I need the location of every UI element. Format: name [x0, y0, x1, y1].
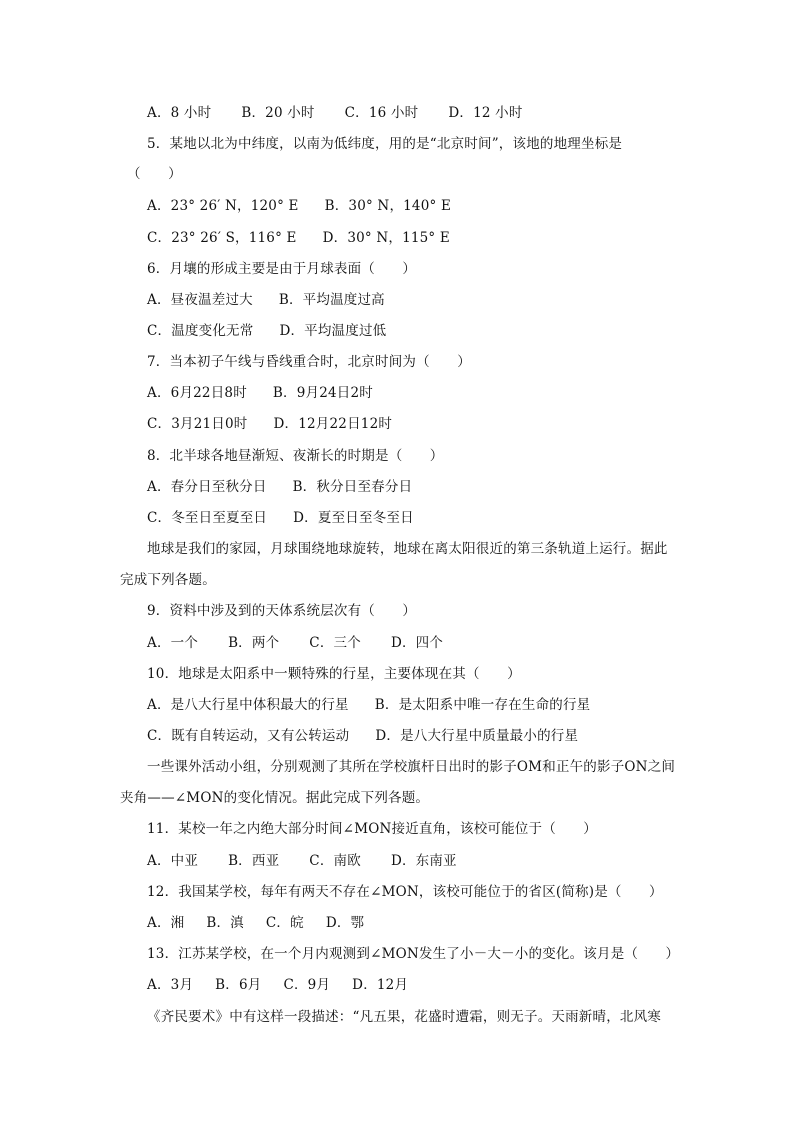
q13-option-a: A．3月: [147, 977, 194, 993]
q5-options-row1: [147, 196, 451, 216]
q7-option-a: A．6月22日8时: [147, 385, 247, 401]
q9-option-a: A．一个: [147, 635, 199, 651]
q12-option-a: A．湘: [147, 915, 185, 931]
passage2-line1: 一些课外活动小组，分别观测了其所在学校旗杆日出时的影子OM和正午的影子ON之间: [147, 759, 676, 775]
q5-option-c: C．23° 26′ S，116° E: [147, 230, 297, 246]
q13-stem: 13．江苏某学校，在一个月内观测到∠MON发生了小－大－小的变化。该月是（ ）: [147, 946, 680, 962]
q9-stem: 9．资料中涉及到的天体系统层次有（ ）: [147, 603, 417, 619]
passage1-line1: 地球是我们的家园，月球围绕地球旋转，地球在离太阳很近的第三条轨道上运行。据此: [147, 541, 668, 557]
q5-option-a: A．23° 26′ N，120° E: [147, 198, 299, 214]
q5-paren: （ ）: [127, 166, 182, 182]
q5-options-row2: [147, 228, 450, 248]
q8-option-b: B．秋分日至春分日: [292, 479, 413, 495]
passage3-line1: 《齐民要术》中有这样一段描述：“凡五果，花盛时遭霜，则无子。天雨新晴，北风寒: [147, 1009, 662, 1025]
q8-stem: 8．北半球各地昼渐短、夜渐长的时期是（ ）: [147, 448, 444, 464]
passage2-line2: 夹角——∠MON的变化情况。据此完成下列各题。: [120, 790, 430, 806]
q4-option-c: C．16 小时: [344, 105, 419, 121]
q7-option-c: C．3月21日0时: [147, 416, 248, 432]
q10-option-c: C．既有自转运动，又有公转运动: [147, 728, 350, 744]
q6-option-b: B．平均温度过高: [278, 292, 385, 308]
q8-option-c: C．冬至日至夏至日: [147, 510, 268, 526]
q10-option-a: A．是八大行星中体积最大的行星: [147, 697, 349, 713]
q12-option-b: B．滇: [206, 915, 244, 931]
q13-option-c: C．9月: [283, 977, 331, 993]
q6-option-a: A．昼夜温差过大: [147, 292, 253, 308]
q6-option-c: C．温度变化无常: [147, 323, 254, 339]
q6-option-d: D．平均温度过低: [279, 323, 387, 339]
passage1-line2: 完成下列各题。: [120, 572, 216, 588]
q7-option-d: D．12月22日12时: [273, 416, 393, 432]
q12-option-d: D．鄂: [325, 915, 365, 931]
q11-option-b: B．西亚: [228, 853, 280, 869]
q9-option-d: D．四个: [390, 635, 444, 651]
q8-option-a: A．春分日至秋分日: [147, 479, 267, 495]
q12-stem: 12．我国某学校，每年有两天不存在∠MON，该校可能位于的省区(简称)是（ ）: [147, 884, 663, 900]
q4-option-a: A．8 小时: [147, 105, 212, 121]
q11-options: [147, 851, 457, 871]
q6-options-row2: [147, 321, 386, 341]
q10-option-b: B．是太阳系中唯一存在生命的行星: [374, 697, 591, 713]
q6-options-row1: [147, 290, 385, 310]
q7-stem: 7．当本初子午线与昏线重合时，北京时间为（ ）: [147, 354, 471, 370]
q5-stem: 5．某地以北为中纬度，以南为低纬度，用的是“北京时间”，该地的地理坐标是: [147, 136, 623, 152]
q5-option-b: B．30° N，140° E: [324, 198, 452, 214]
q12-options: [147, 913, 364, 933]
q10-stem: 10．地球是太阳系中一颗特殊的行星，主要体现在其（ ）: [147, 666, 521, 682]
q8-options-row2: [147, 508, 414, 528]
q11-option-a: A．中亚: [147, 853, 199, 869]
q4-option-d: D．12 小时: [448, 105, 523, 121]
q7-option-b: B．9月24日2时: [272, 385, 373, 401]
q7-options-row1: [147, 383, 373, 403]
q13-option-b: B．6月: [215, 977, 262, 993]
q4-options: [147, 103, 523, 123]
q11-option-d: D．东南亚: [390, 853, 457, 869]
q9-option-b: B．两个: [228, 635, 280, 651]
q13-option-d: D．12月: [352, 977, 409, 993]
q8-option-d: D．夏至日至冬至日: [293, 510, 414, 526]
q11-stem: 11．某校一年之内绝大部分时间∠MON接近直角，该校可能位于（ ）: [147, 821, 597, 837]
q7-options-row2: [147, 414, 392, 434]
q9-option-c: C．三个: [309, 635, 361, 651]
q10-option-d: D．是八大行星中质量最小的行星: [375, 728, 579, 744]
q6-stem: 6．月壤的形成主要是由于月球表面（ ）: [147, 261, 417, 277]
q10-options-row2: [147, 726, 578, 746]
q9-options: [147, 633, 443, 653]
q8-options-row1: [147, 477, 412, 497]
q5-option-d: D．30° N，115° E: [322, 230, 450, 246]
q12-option-c: C．皖: [265, 915, 304, 931]
q13-options: [147, 975, 408, 995]
q4-option-b: B．20 小时: [241, 105, 315, 121]
q11-option-c: C．南欧: [309, 853, 361, 869]
q10-options-row1: [147, 695, 590, 715]
